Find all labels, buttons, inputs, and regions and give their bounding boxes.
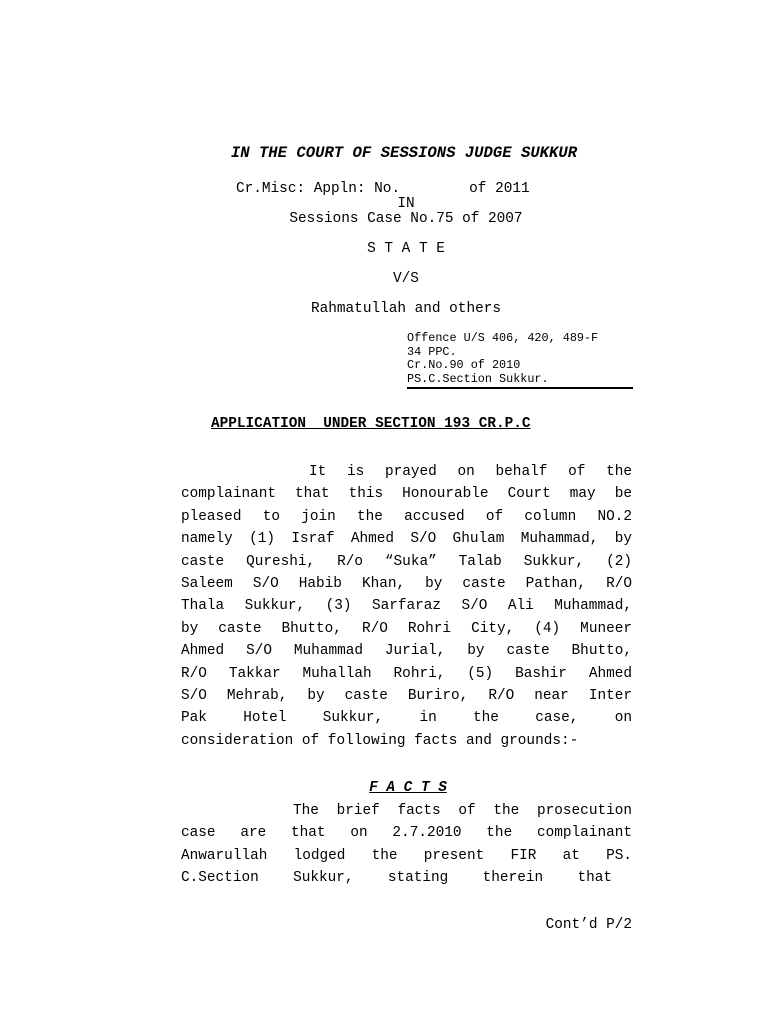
paragraph-line: Saleem S/O Habib Khan, by caste Pathan, R/O: [181, 575, 632, 592]
offence-line: Offence U/S 406, 420, 489-F: [407, 331, 599, 345]
sessions-case-line: Sessions Case No.75 of 2007: [289, 211, 523, 227]
in-word: IN: [397, 196, 415, 212]
paragraph-line: by caste Bhutto, R/O Rohri City, (4) Muneer: [181, 620, 632, 637]
paragraph-line: caste Qureshi, R/o “Suka” Talab Sukkur, (2): [181, 553, 632, 570]
application-heading: APPLICATION UNDER SECTION 193 CR.P.C: [211, 416, 531, 432]
paragraph-line: The brief facts of the prosecution: [293, 803, 632, 819]
offence-line: 34 PPC.: [407, 344, 457, 359]
paragraph-line: R/O Takkar Muhallah Rohri, (5) Bashir Ahmed: [181, 665, 632, 682]
application-number-line: Cr.Misc: Appln: No. of 2011: [236, 181, 530, 197]
facts-paragraph: [181, 800, 632, 890]
paragraph-line: Thala Sukkur, (3) Sarfaraz S/O Ali Muhammad,: [181, 598, 632, 615]
paragraph-line: Pak Hotel Sukkur, in the case, on: [181, 710, 632, 727]
offence-box: [407, 332, 633, 389]
paragraph-line: C.Section Sukkur, stating therein that: [181, 870, 612, 887]
paragraph-line: S/O Mehrab, by caste Buriro, R/O near Inter: [181, 687, 632, 704]
court-title: IN THE COURT OF SESSIONS JUDGE SUKKUR: [230, 144, 578, 162]
paragraph-line: Ahmed S/O Muhammad Jurial, by caste Bhutto,: [181, 643, 632, 660]
prayer-paragraph: [181, 461, 632, 752]
accused-party: Rahmatullah and others: [311, 301, 501, 317]
offence-line: Cr.No.90 of 2010: [407, 358, 521, 372]
offence-line: PS.C.Section Sukkur.: [407, 371, 549, 386]
paragraph-line: Anwarullah lodged the present FIR at PS.: [181, 847, 632, 864]
paragraph-line: case are that on 2.7.2010 the complainant: [181, 825, 632, 842]
paragraph-line: pleased to join the accused of column NO.2: [181, 508, 632, 525]
paragraph-line: namely (1) Israf Ahmed S/O Ghulam Muhammad, by: [181, 531, 632, 548]
paragraph-line: consideration of following facts and grounds:-: [181, 732, 579, 749]
paragraph-line: complainant that this Honourable Court may be: [181, 486, 632, 503]
state-party: S T A T E: [367, 241, 445, 257]
versus-label: V/S: [393, 271, 419, 287]
paragraph-line: It is prayed on behalf of the: [309, 464, 632, 480]
continued-page-note: Cont’d P/2: [545, 917, 632, 933]
facts-heading: F A C T S: [369, 780, 447, 796]
